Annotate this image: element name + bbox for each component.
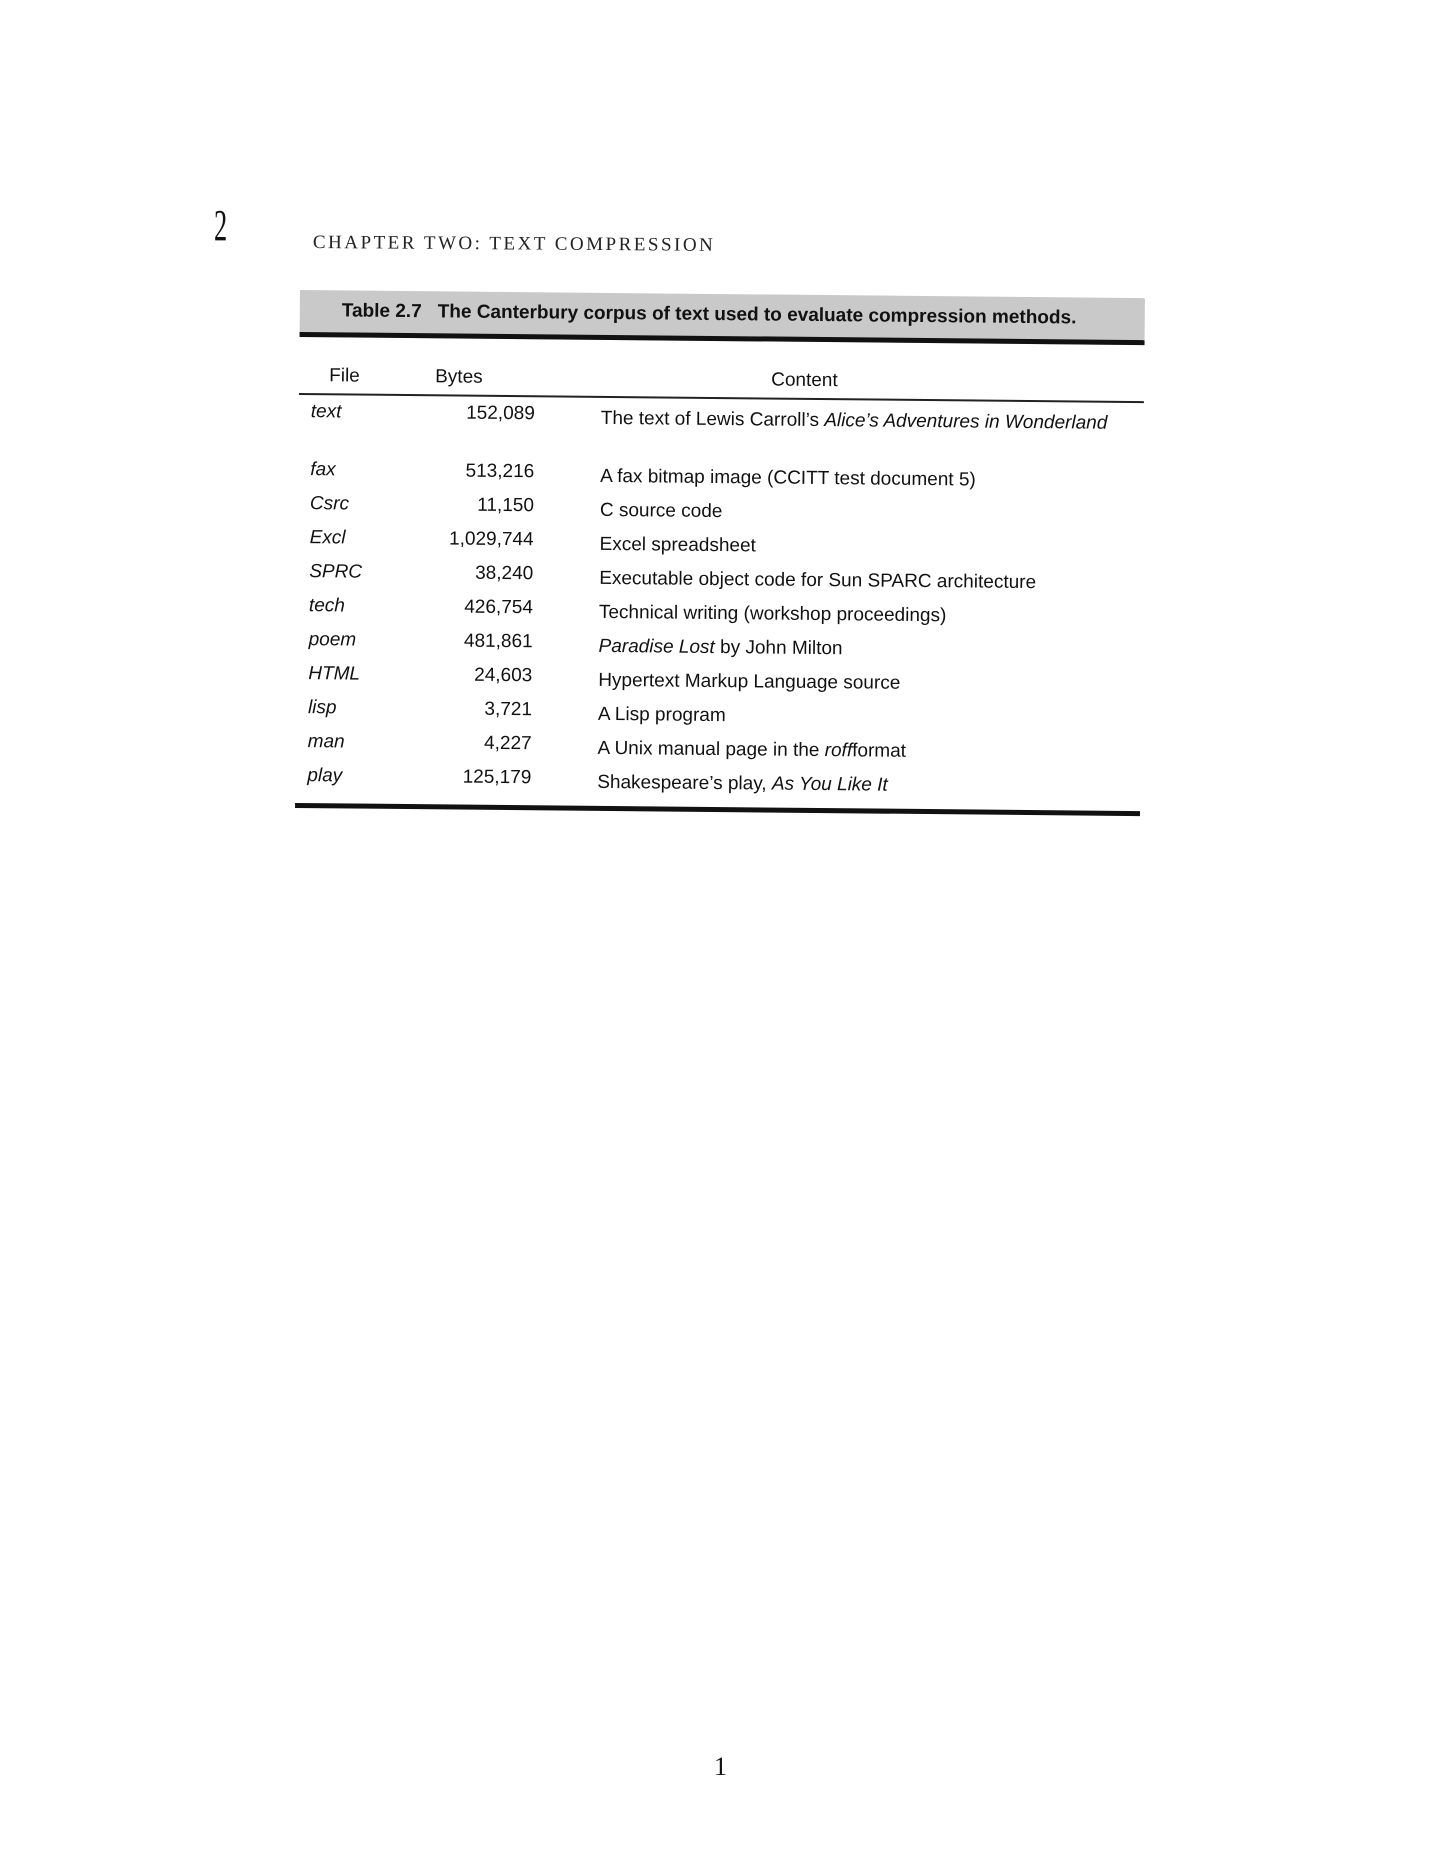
file-cell: lisp <box>307 697 337 719</box>
bytes-cell: 4,227 <box>484 732 532 755</box>
content-text: Technical writing (workshop proceedings) <box>598 601 947 627</box>
running-head: CHAPTER TWO: TEXT COMPRESSION <box>312 232 716 256</box>
canterbury-table <box>295 290 1145 816</box>
content-cell <box>537 563 1142 595</box>
table-row <box>295 765 1140 807</box>
content-text: C source code <box>599 499 723 523</box>
content-text: Hypertext Markup Language source <box>598 669 901 694</box>
content-cell <box>538 461 1143 493</box>
content-text: A Lisp program <box>597 703 726 727</box>
table-caption <box>300 290 1145 345</box>
file-cell: Excl <box>309 527 346 549</box>
bytes-cell: 1,029,744 <box>448 528 534 551</box>
bytes-cell: 38,240 <box>475 562 534 585</box>
file-cell: Csrc <box>309 493 350 515</box>
content-text: Shakespeare’s play, <box>597 771 773 795</box>
table-body <box>295 395 1144 807</box>
content-text: A Unix manual page in the <box>597 737 825 762</box>
content-cell <box>536 665 1141 697</box>
file-cell: poem <box>308 629 357 651</box>
content-text: Executable object code for Sun SPARC architecture <box>599 567 1037 594</box>
content-cell <box>537 529 1142 561</box>
bytes-cell: 3,721 <box>484 698 533 721</box>
header-content: Content <box>771 369 838 392</box>
content-text: A fax bitmap image (CCITT test document 5) <box>600 465 976 491</box>
file-cell: fax <box>310 459 336 481</box>
table-caption-number: Table 2.7 <box>341 300 422 323</box>
file-cell: HTML <box>308 663 361 685</box>
content-text-tail: by John Milton <box>714 636 843 660</box>
bytes-cell: 125,179 <box>462 766 532 789</box>
content-italic-text: As You Like It <box>771 773 888 796</box>
file-cell: tech <box>308 595 345 617</box>
bytes-cell: 513,216 <box>465 460 535 483</box>
content-cell <box>536 631 1141 663</box>
corner-page-number: 2 <box>214 201 228 250</box>
content-cell <box>538 495 1143 527</box>
bytes-cell: 11,150 <box>477 494 535 517</box>
bytes-cell: 426,754 <box>464 596 534 619</box>
content-cell <box>539 403 1144 435</box>
footer-page-number: 1 <box>714 1752 727 1781</box>
content-cell <box>537 597 1142 629</box>
bytes-cell: 481,861 <box>463 630 533 653</box>
file-cell: play <box>307 765 343 787</box>
file-cell: SPRC <box>309 561 363 583</box>
table-caption-text: The Canterbury corpus of text used to evaluate compression methods. <box>437 301 1077 329</box>
content-cell <box>535 767 1140 799</box>
content-cell <box>536 733 1141 765</box>
content-italic-text: roff <box>824 740 853 762</box>
content-text-tail: format <box>852 740 907 762</box>
header-bytes: Bytes <box>435 366 483 388</box>
content-cell <box>536 699 1141 731</box>
table-header-row <box>299 337 1145 403</box>
header-file: File <box>329 365 360 387</box>
table-row <box>298 401 1144 467</box>
content-text: The text of Lewis Carroll’s <box>600 407 825 432</box>
bytes-cell: 152,089 <box>466 402 535 425</box>
bytes-cell: 24,603 <box>474 664 533 687</box>
content-italic-text: Paradise Lost <box>598 635 715 658</box>
content-italic-text: Alice’s Adventures in Wonderland <box>824 410 1108 434</box>
content-text: Excel spreadsheet <box>599 533 756 557</box>
file-cell: man <box>307 731 345 753</box>
file-cell: text <box>310 401 342 423</box>
